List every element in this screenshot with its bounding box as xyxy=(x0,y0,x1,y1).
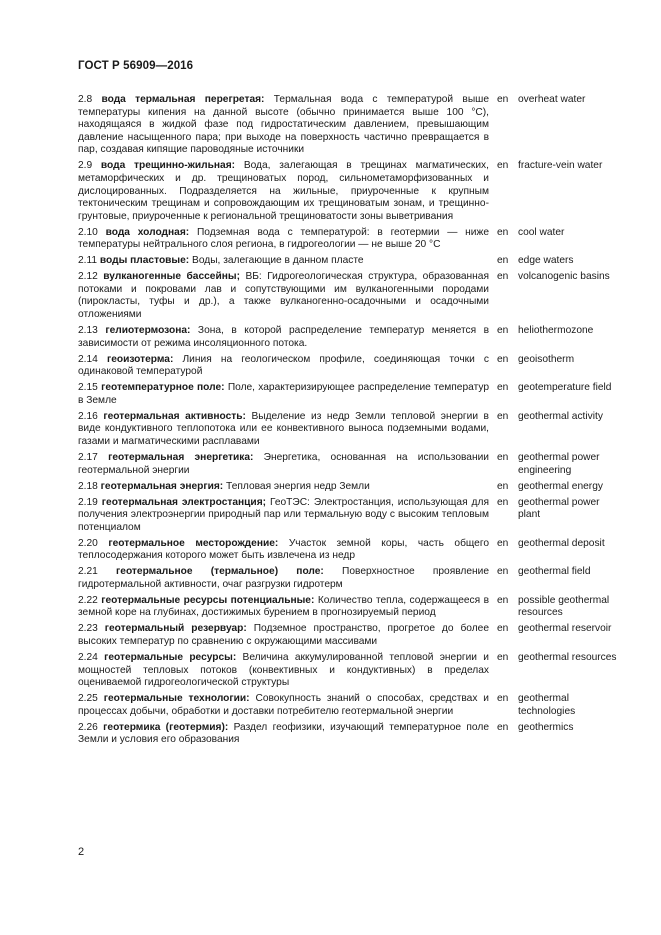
term-number: 2.14 xyxy=(78,353,98,365)
language-code: en xyxy=(497,325,509,337)
term-definition-block xyxy=(78,94,489,157)
language-code: en xyxy=(497,160,509,172)
term-number: 2.17 xyxy=(78,451,98,463)
term-definition-block xyxy=(78,160,489,223)
term-definition-block xyxy=(78,255,489,268)
term-entry xyxy=(78,452,623,477)
term-number: 2.23 xyxy=(78,623,98,635)
language-code: en xyxy=(497,410,509,422)
english-equivalent: geothermal power plant xyxy=(518,496,600,521)
term-name: геотермальное месторождение: xyxy=(108,537,279,549)
term-number: 2.11 xyxy=(78,255,98,267)
language-code: en xyxy=(497,382,509,394)
term-name: геотермальный резервуар: xyxy=(104,623,247,635)
language-code: en xyxy=(497,496,509,508)
term-definition-block xyxy=(78,652,489,690)
language-code: en xyxy=(497,94,509,105)
term-number: 2.15 xyxy=(78,382,98,394)
term-entry xyxy=(78,94,623,157)
term-entry xyxy=(78,255,623,268)
term-number: 2.12 xyxy=(78,271,98,283)
term-name: геотермальная электростанция; xyxy=(101,496,267,508)
term-definition-block xyxy=(78,566,489,591)
term-definition-block xyxy=(78,595,489,620)
language-code: en xyxy=(497,693,509,705)
term-number: 2.8 xyxy=(78,94,93,105)
term-definition: Величина аккумулированной тепловой энергии и мощностей тепловых потоков (конвективных и кондуктивных) в пределах оцениваемой гидрогеологической структуры xyxy=(78,652,489,689)
term-definition: Термальная вода с температурой выше температуры кипения на данной высоте (обычно принимается выше 100 °С), находящаяся в жидкой фазе под гидростатическим давлением, превышающим давление насыщенного пара; при выходе на поверхность частично превращается в пар, создавая кипящие пароводяные источники xyxy=(78,94,489,156)
term-entries xyxy=(78,94,623,750)
language-code: en xyxy=(497,271,509,283)
term-number: 2.13 xyxy=(78,325,98,337)
language-code: en xyxy=(497,226,509,238)
term-name: геотермальная энергетика: xyxy=(108,451,254,463)
term-definition: Поверхностное проявление гидротермальной активности, очаг разгрузки гидротерм xyxy=(78,566,489,590)
term-definition-block xyxy=(78,722,489,747)
term-entry xyxy=(78,595,623,620)
term-definition: Энергетика, основанная на использовании геотермальной энергии xyxy=(78,451,489,476)
term-name: геотермальные технологии: xyxy=(103,693,250,705)
term-definition: Зона, в которой распределение температур меняется в зависимости от режима инсоляционного потока. xyxy=(78,325,489,349)
english-equivalent: geothermal resources xyxy=(518,652,617,663)
english-equivalent: geothermal energy xyxy=(518,480,603,492)
language-code: en xyxy=(497,451,509,463)
language-code: en xyxy=(497,721,509,733)
term-name: гелиотермозона: xyxy=(105,325,191,337)
english-equivalent: geothermal deposit xyxy=(518,537,605,549)
term-entry xyxy=(78,227,623,252)
term-entry xyxy=(78,566,623,591)
term-definition: Количество тепла, содержащееся в земной коре на глубинах, достижимых бурением в прогнозируемый период xyxy=(78,594,489,619)
term-definition-block xyxy=(78,497,489,535)
english-equivalent: heliothermozone xyxy=(518,325,594,337)
term-number: 2.20 xyxy=(78,537,98,549)
english-equivalent: geothermal field xyxy=(518,566,591,578)
language-code: en xyxy=(497,652,509,663)
english-equivalent: geothermal reservoir xyxy=(518,623,612,635)
english-equivalent: edge waters xyxy=(518,255,574,267)
term-name: геотермальные ресурсы: xyxy=(104,652,237,663)
term-name: геотермика (геотермия): xyxy=(103,721,229,733)
term-definition-block xyxy=(78,693,489,718)
term-definition: Вода, залегающая в трещинах магматических, метаморфических и др. трещиноватых пород, сильнометаморфизованных и дислоцированных. Подразделяется на жильные, приуроченные к крупным тектоническим трещинам и сопровождающим их трещиноватым зонам, и трещинно-грунтовые, приуроченные к региональной трещиноватости зоны выветривания xyxy=(78,160,489,222)
term-name: геотемпературное поле: xyxy=(101,382,225,394)
page-number: 2 xyxy=(78,846,85,858)
term-entry xyxy=(78,160,623,223)
language-code: en xyxy=(497,594,509,606)
term-definition: Раздел геофизики, изучающий температурное поле Земли и условия его образования xyxy=(78,721,489,746)
term-name: геотермальная энергия: xyxy=(100,480,224,492)
term-name: геотермальная активность: xyxy=(103,410,246,422)
term-definition-block xyxy=(78,325,489,350)
term-definition: Выделение из недр Земли тепловой энергии в виде кондуктивного теплопотока или ее конвективного выноса подземными водами, газами и магматическими расплавами xyxy=(78,410,489,447)
term-entry xyxy=(78,271,623,321)
term-number: 2.26 xyxy=(78,721,98,733)
term-definition-block xyxy=(78,623,489,648)
term-name: вода холодная: xyxy=(105,226,190,238)
term-number: 2.22 xyxy=(78,594,98,606)
term-name: вода трещинно-жильная: xyxy=(100,160,236,172)
language-code: en xyxy=(497,353,509,365)
english-equivalent: geoisotherm xyxy=(518,353,575,365)
english-equivalent: geothermics xyxy=(518,721,574,733)
english-equivalent: geotemperature field xyxy=(518,382,612,394)
term-number: 2.24 xyxy=(78,652,98,663)
term-name: вулканогенные бассейны; xyxy=(103,271,240,283)
english-equivalent: geothermal activity xyxy=(518,410,603,422)
term-entry xyxy=(78,325,623,350)
term-number: 2.10 xyxy=(78,226,98,238)
english-equivalent: geothermal power engineering xyxy=(518,451,600,476)
language-code: en xyxy=(497,255,509,267)
english-equivalent: possible geothermal resources xyxy=(518,594,610,619)
term-number: 2.16 xyxy=(78,410,98,422)
term-entry xyxy=(78,354,623,379)
term-definition-block xyxy=(78,481,489,494)
term-definition: ВБ: Гидрогеологическая структура, образованная потоками и покровами лав и сопутствующими им вулканогенными породами (пирокласты, туфы и др.), а также вулканогенно-осадочными и осадочными отложениями xyxy=(78,271,489,321)
english-equivalent: overheat water xyxy=(518,94,586,105)
term-definition: Участок земной коры, часть общего теплосодержания которого может быть извлечена из недр xyxy=(78,537,490,562)
term-definition: Линия на геологическом профиле, соединяющая точки с одинаковой температурой xyxy=(78,353,489,378)
term-name: воды пластовые: xyxy=(99,255,190,267)
term-number: 2.19 xyxy=(78,496,98,508)
term-entry xyxy=(78,722,623,747)
term-definition: ГеоТЭС: Электростанция, использующая для получения электроэнергии природный пар или термальную воду с высоким тепловым потенциалом xyxy=(78,496,489,533)
term-number: 2.21 xyxy=(78,566,98,578)
english-equivalent: volcanogenic basins xyxy=(518,271,610,283)
term-definition-block xyxy=(78,452,489,477)
language-code: en xyxy=(497,480,509,492)
language-code: en xyxy=(497,537,509,549)
term-number: 2.18 xyxy=(78,480,98,492)
term-definition-block xyxy=(78,538,489,563)
term-definition: Воды, залегающие в данном пласте xyxy=(192,255,364,267)
term-entry xyxy=(78,497,623,535)
term-name: геотермальные ресурсы потенциальные: xyxy=(101,594,315,606)
language-code: en xyxy=(497,566,509,578)
english-equivalent: fracture-vein water xyxy=(518,160,603,172)
term-definition-block xyxy=(78,382,489,407)
term-name: геотермальное (термальное) поле: xyxy=(116,566,324,578)
english-equivalent: geothermal technologies xyxy=(518,693,576,717)
document-id: ГОСТ Р 56909—2016 xyxy=(78,60,194,72)
term-entry xyxy=(78,538,623,563)
english-equivalent: cool water xyxy=(518,226,565,238)
term-number: 2.9 xyxy=(78,160,93,172)
term-entry xyxy=(78,623,623,648)
term-entry xyxy=(78,652,623,690)
term-definition: Совокупность знаний о способах, средствах и процессах добычи, обработки и доставки потребителю геотермальной энергии xyxy=(78,693,490,717)
term-definition: Поле, характеризирующее распределение температур в Земле xyxy=(78,382,489,406)
term-definition-block xyxy=(78,271,489,321)
term-entry xyxy=(78,693,623,718)
term-name: геоизотерма: xyxy=(106,353,174,365)
term-definition: Тепловая энергия недр Земли xyxy=(226,480,370,492)
term-definition-block xyxy=(78,354,489,379)
term-definition-block xyxy=(78,411,489,449)
language-code: en xyxy=(497,623,509,635)
term-definition: Подземная вода с температурой: в геотермии — ниже температуры нейтрального слоя региона, в гидрогеологии — не выше 20 °С xyxy=(78,226,489,251)
term-entry xyxy=(78,411,623,449)
term-name: вода термальная перегретая: xyxy=(101,94,265,105)
term-definition: Подземное пространство, прогретое до более высоких температур по сравнению с окружающими массивами xyxy=(78,623,490,648)
term-entry xyxy=(78,481,623,494)
term-number: 2.25 xyxy=(78,693,98,705)
term-definition-block xyxy=(78,227,489,252)
term-entry xyxy=(78,382,623,407)
